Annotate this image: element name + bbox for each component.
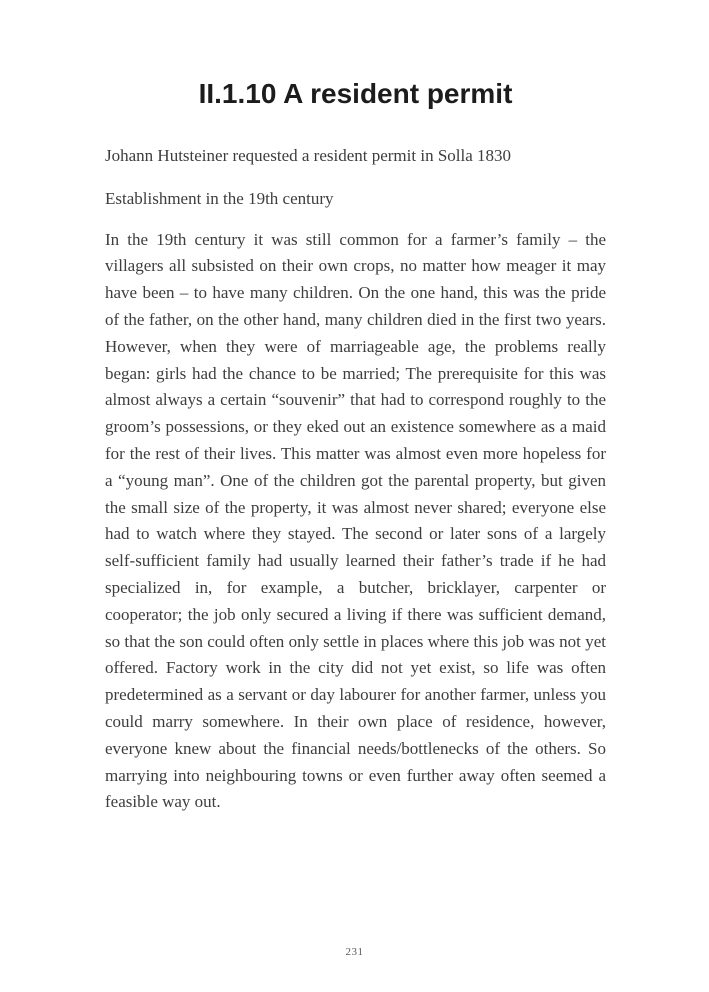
paragraph-subheading: Establishment in the 19th century xyxy=(105,188,334,208)
text-column xyxy=(105,0,606,816)
page-title: II.1.10 A resident permit xyxy=(198,78,513,109)
paragraph-intro: Johann Hutsteiner requested a resident permit in Solla 1830 xyxy=(105,146,512,165)
page-number: 231 xyxy=(345,946,364,958)
paragraph-body: In the 19th century it was still common for a farmer’s family – the villagers all subsisted on their own crops, no matter how meager it may have been – to have many children. On the one hand, this was the pride of the father, on the other hand, many children died in the first two years. However, when they were of marriageable age, the problems really began: girls had the chance to be married; The prerequisite for this was almost always a certain “souvenir” that had to correspond roughly to the groom’s possessions, or they eked out an existence somewhere as a maid for the rest of their lives. This matter was almost even more hopeless for a “young man”. One of the children got the parental property, but given the small size of the property, it was almost never shared; everyone else had to watch where they stayed. The second or later sons of a largely self-sufficient family had usually learned their father’s trade if he had specialized in, for example, a butcher, bricklayer, carpenter or cooperator; the job only secured a living if there was sufficient demand, so that the son could often only settle in places where this job was not yet offered. Factory work in the city did not yet exist, so life was often predetermined as a servant or day labourer for another farmer, unless you could marry somewhere. In their own place of residence, however, everyone knew about the financial needs/bottlenecks of the others. So marrying into neighbouring towns or even further away often seemed a feasible way out. xyxy=(105,229,606,812)
